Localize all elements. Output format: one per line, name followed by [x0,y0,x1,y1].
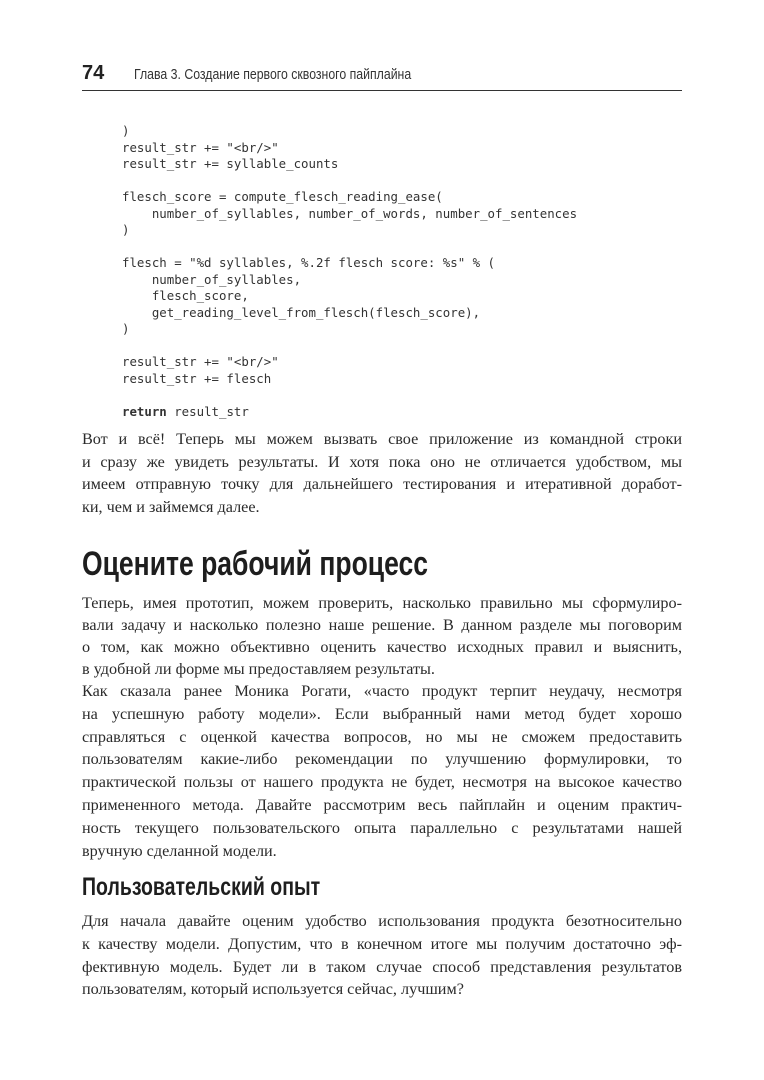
text-line: фективную модель. Будет ли в таком случае способ представления результатов [82,957,682,976]
code-line: number_of_syllables, [122,271,302,287]
text-line: в удобной ли форме мы предоставляем результаты. [82,660,435,678]
text-line: справляться с оценкой качества вопросов, но мы не сможем предоставить [82,727,682,746]
subsection-heading: Пользовательский опыт [82,873,321,901]
paragraph-3 [82,680,682,862]
text-line: на успешную работу модели». Если выбранный нами метод будет хорошо [82,704,682,723]
code-line: ) [122,123,130,138]
code-line: ) [122,222,130,237]
code-line: result_str += "<br/>" [122,139,279,155]
text-line: Для начала давайте оценим удобство использования продукта безотносительно [82,912,682,930]
code-line: flesch = "%d syllables, %.2f flesch score: %s" % ( [122,255,495,270]
code-line [122,338,577,355]
code-listing [122,123,577,420]
text-line: вали задачу и насколько полезно наше решение. В данном разделе мы поговорим [82,616,682,634]
text-line: о том, как можно объективно оценить качество исходных правил и выяснить, [82,638,682,656]
text-line: и сразу же увидеть результаты. И хотя пока оно не отличается удобством, мы [82,452,682,471]
text-line: ность текущего пользовательского опыта параллельно с результатами нашей [82,818,682,837]
text-line: Теперь, имея прототип, можем проверить, насколько правильно мы сформулиро- [82,594,682,612]
text-line: практической пользы от нашего продукта не будет, несмотря на высокое качество [82,773,682,792]
code-line: ) [122,321,130,336]
paragraph-4 [82,910,682,1001]
code-line: flesch_score = compute_flesch_reading_ease( [122,189,443,204]
running-header [82,62,682,91]
text-line: Вот и всё! Теперь мы можем вызвать свое приложение из командной строки [82,430,682,448]
text-line: вручную сделанной модели. [82,841,277,860]
code-line: get_reading_level_from_flesch(flesch_score), [122,304,481,320]
text-line: примененного метода. Давайте рассмотрим весь пайплайн и оценим практич- [82,795,682,814]
text-line: Как сказала ранее Моника Рогати, «часто продукт терпит неудачу, несмотря [82,682,682,700]
code-line: result_str += flesch [122,370,272,386]
code-line [122,387,577,404]
paragraph-1 [82,428,682,518]
code-line [122,239,577,256]
paragraph-2 [82,592,682,680]
code-line [122,173,577,190]
code-line: number_of_syllables, number_of_words, number_of_sentences [122,205,578,221]
chapter-title: Глава 3. Создание первого сквозного пайплайна [134,66,412,83]
page-number: 74 [82,62,105,84]
text-line: имеем отправную точку для дальнейшего тестирования и итеративной доработ- [82,475,682,494]
text-line: ки, чем и займемся далее. [82,497,260,516]
code-line: result_str += syllable_counts [122,156,339,171]
text-line: пользователям какие-либо рекомендации по улучшению формулировки, то [82,750,682,769]
text-line: пользователям, который используется сейчас, лучшим? [82,980,464,999]
section-heading: Оцените рабочий процесс [82,545,428,583]
text-line: к качеству модели. Допустим, что в конечном итоге мы получим достаточно эф- [82,934,682,953]
code-line: flesch_score, [122,288,249,303]
code-line: return result_str [122,403,249,419]
code-line: result_str += "<br/>" [122,354,279,369]
